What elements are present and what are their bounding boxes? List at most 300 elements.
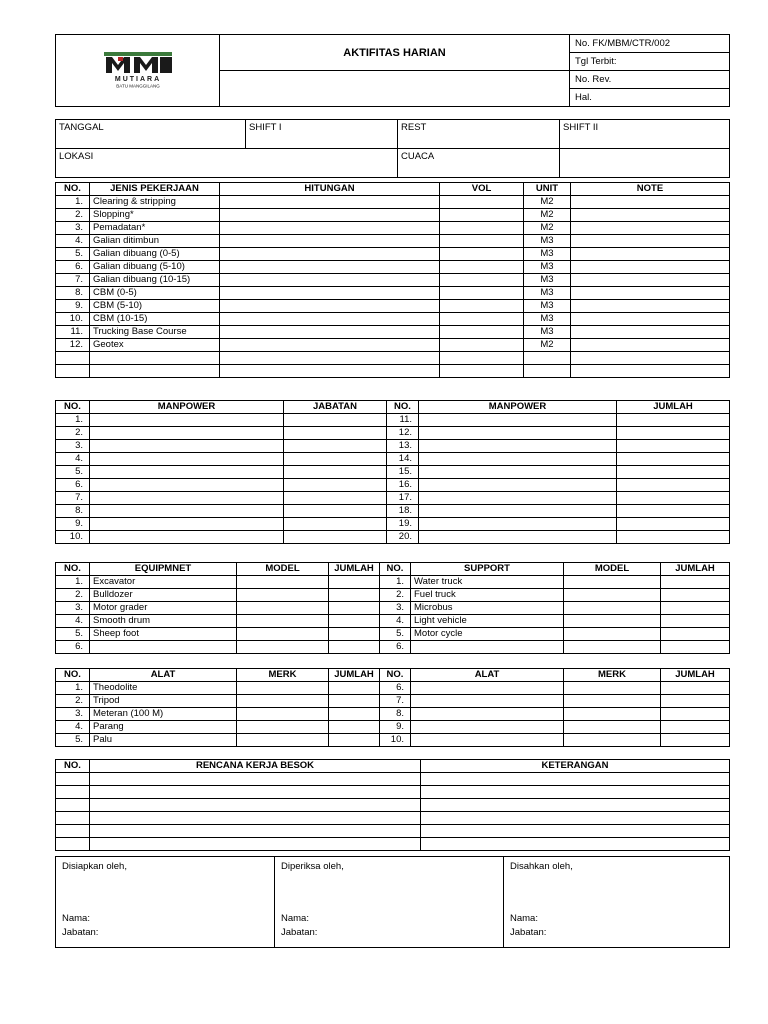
merk-cell[interactable]	[237, 721, 329, 734]
jumlah-cell[interactable]	[329, 576, 380, 589]
model-cell[interactable]	[564, 615, 661, 628]
jabatan-cell[interactable]	[284, 531, 387, 544]
mutiara-logo-icon	[98, 49, 178, 89]
column-header: NO.	[380, 669, 411, 682]
jenis-pekerjaan: Trucking Base Course	[90, 326, 220, 339]
signature-nama: Nama:	[281, 913, 309, 924]
manpower-cell[interactable]	[419, 492, 617, 505]
column-header: NO.	[56, 563, 90, 576]
support-name	[411, 641, 564, 654]
signature-nama: Nama:	[510, 913, 538, 924]
column-header: EQUIPMNET	[90, 563, 237, 576]
keterangan-cell[interactable]	[421, 838, 730, 851]
manpower-cell[interactable]	[419, 505, 617, 518]
work-table	[55, 182, 730, 378]
tools-table	[55, 668, 730, 747]
manpower-cell[interactable]	[419, 479, 617, 492]
row-number: 6.	[56, 479, 90, 492]
manpower-cell[interactable]	[419, 440, 617, 453]
column-header: NO.	[380, 563, 411, 576]
note-cell[interactable]	[571, 222, 730, 235]
jumlah-cell[interactable]	[617, 479, 730, 492]
unit-cell: M2	[524, 209, 571, 222]
vol-cell[interactable]	[440, 196, 524, 209]
column-header: MODEL	[237, 563, 329, 576]
jabatan-cell[interactable]	[284, 414, 387, 427]
jumlah-cell[interactable]	[329, 615, 380, 628]
lokasi-field[interactable]: LOKASI	[56, 149, 398, 178]
signature-label: Disahkan oleh,	[510, 861, 573, 872]
plan-no-cell[interactable]	[56, 786, 90, 799]
row-number: 20.	[387, 531, 419, 544]
table-row	[56, 414, 730, 427]
row-number: 7.	[56, 274, 90, 287]
table-row	[56, 248, 730, 261]
merk-cell[interactable]	[237, 708, 329, 721]
column-header: MANPOWER	[419, 401, 617, 414]
jenis-pekerjaan: Galian dibuang (5-10)	[90, 261, 220, 274]
table-row	[56, 274, 730, 287]
alat-name: Tripod	[90, 695, 237, 708]
note-cell[interactable]	[571, 261, 730, 274]
unit-cell: M3	[524, 287, 571, 300]
jumlah-cell[interactable]	[617, 505, 730, 518]
hitungan-cell[interactable]	[220, 300, 440, 313]
vol-cell[interactable]	[440, 326, 524, 339]
model-cell[interactable]	[237, 628, 329, 641]
row-number: 1.	[56, 414, 90, 427]
note-cell[interactable]	[571, 339, 730, 352]
note-cell[interactable]	[571, 326, 730, 339]
column-header: NO.	[56, 669, 90, 682]
shift1-field[interactable]: SHIFT I	[246, 120, 398, 149]
cuaca-field[interactable]: CUACA	[398, 149, 560, 178]
manpower-cell[interactable]	[419, 466, 617, 479]
jabatan-cell[interactable]	[284, 505, 387, 518]
jumlah-cell[interactable]	[661, 589, 730, 602]
jabatan-cell[interactable]	[284, 466, 387, 479]
info-empty-cell[interactable]	[560, 149, 730, 178]
hitungan-cell[interactable]	[220, 326, 440, 339]
row-number: 2.	[56, 427, 90, 440]
note-cell[interactable]	[571, 196, 730, 209]
equipment-name: Motor grader	[90, 602, 237, 615]
tgl-terbit-label: Tgl Terbit:	[570, 53, 730, 71]
rencana-cell[interactable]	[90, 786, 421, 799]
jumlah-cell[interactable]	[661, 576, 730, 589]
table-row	[56, 261, 730, 274]
plan-no-cell[interactable]	[56, 799, 90, 812]
row-number: 6.	[56, 261, 90, 274]
row-number: 18.	[387, 505, 419, 518]
row-number: 15.	[387, 466, 419, 479]
row-number: 12.	[387, 427, 419, 440]
table-row	[56, 695, 730, 708]
table-row	[56, 505, 730, 518]
table-row	[56, 287, 730, 300]
jumlah-cell[interactable]	[329, 589, 380, 602]
row-number: 5.	[56, 628, 90, 641]
note-cell[interactable]	[571, 274, 730, 287]
jumlah-cell[interactable]	[329, 695, 380, 708]
jenis-pekerjaan: Galian dibuang (0-5)	[90, 248, 220, 261]
vol-cell[interactable]	[440, 300, 524, 313]
signature-label: Disiapkan oleh,	[62, 861, 127, 872]
jumlah-cell[interactable]	[661, 641, 730, 654]
logo-subtext: BATU MANGGILANG	[115, 83, 160, 88]
column-header: MODEL	[564, 563, 661, 576]
vol-cell[interactable]	[440, 209, 524, 222]
row-number: 2.	[56, 695, 90, 708]
signature-jab: Jabatan:	[62, 927, 99, 938]
manpower-cell[interactable]	[419, 531, 617, 544]
model-cell[interactable]	[237, 589, 329, 602]
table-row	[56, 492, 730, 505]
merk-cell[interactable]	[564, 695, 661, 708]
vol-cell[interactable]	[440, 248, 524, 261]
jumlah-cell[interactable]	[617, 414, 730, 427]
jabatan-cell[interactable]	[284, 518, 387, 531]
table-row	[56, 682, 730, 695]
hitungan-cell[interactable]	[220, 287, 440, 300]
unit-cell: M3	[524, 313, 571, 326]
jenis-pekerjaan: CBM (0-5)	[90, 287, 220, 300]
row-number: 2.	[56, 589, 90, 602]
row-number: 7.	[380, 695, 411, 708]
row-number: 9.	[380, 721, 411, 734]
unit-cell	[524, 352, 571, 365]
no-rev-label: No. Rev.	[570, 71, 730, 89]
column-header: VOL	[440, 183, 524, 196]
row-number: 3.	[56, 708, 90, 721]
plan-no-cell[interactable]	[56, 825, 90, 838]
jumlah-cell[interactable]	[329, 708, 380, 721]
merk-cell[interactable]	[237, 734, 329, 747]
support-name: Microbus	[411, 602, 564, 615]
row-number: 14.	[387, 453, 419, 466]
row-number: 2.	[380, 589, 411, 602]
table-row	[56, 300, 730, 313]
plan-no-cell[interactable]	[56, 838, 90, 851]
logo-text: MUTIARA	[114, 75, 161, 83]
row-number: 19.	[387, 518, 419, 531]
table-row	[56, 440, 730, 453]
row-number: 3.	[56, 602, 90, 615]
model-cell[interactable]	[564, 628, 661, 641]
merk-cell[interactable]	[237, 695, 329, 708]
row-number: 5.	[380, 628, 411, 641]
vol-cell[interactable]	[440, 313, 524, 326]
note-cell[interactable]	[571, 300, 730, 313]
rencana-cell[interactable]	[90, 838, 421, 851]
row-number: 5.	[56, 466, 90, 479]
signature-jab: Jabatan:	[281, 927, 318, 938]
manpower-cell[interactable]	[90, 414, 284, 427]
hitungan-cell[interactable]	[220, 261, 440, 274]
hitungan-cell[interactable]	[220, 313, 440, 326]
column-header: ALAT	[90, 669, 237, 682]
keterangan-cell[interactable]	[421, 799, 730, 812]
jumlah-cell[interactable]	[617, 518, 730, 531]
model-cell[interactable]	[237, 576, 329, 589]
table-row	[56, 641, 730, 654]
row-number: 4.	[56, 453, 90, 466]
row-number: 1.	[56, 576, 90, 589]
column-header: NO.	[387, 401, 419, 414]
jumlah-cell[interactable]	[661, 734, 730, 747]
table-row	[56, 235, 730, 248]
alat-name: Parang	[90, 721, 237, 734]
row-number: 17.	[387, 492, 419, 505]
column-header: JABATAN	[284, 401, 387, 414]
jenis-pekerjaan: Pemadatan*	[90, 222, 220, 235]
row-number: 6.	[56, 641, 90, 654]
row-number	[56, 365, 90, 378]
manpower-cell[interactable]	[419, 427, 617, 440]
column-header: ALAT	[411, 669, 564, 682]
jumlah-cell[interactable]	[661, 682, 730, 695]
vol-cell[interactable]	[440, 287, 524, 300]
column-header: MANPOWER	[90, 401, 284, 414]
row-number: 9.	[56, 518, 90, 531]
manpower-cell[interactable]	[90, 505, 284, 518]
row-number: 3.	[56, 440, 90, 453]
hitungan-cell[interactable]	[220, 196, 440, 209]
row-number: 16.	[387, 479, 419, 492]
manpower-cell[interactable]	[419, 518, 617, 531]
signature-table	[55, 856, 730, 948]
merk-cell[interactable]	[564, 721, 661, 734]
jumlah-cell[interactable]	[617, 427, 730, 440]
row-number: 2.	[56, 209, 90, 222]
keterangan-cell[interactable]	[421, 812, 730, 825]
jumlah-cell[interactable]	[329, 721, 380, 734]
jumlah-cell[interactable]	[661, 628, 730, 641]
row-number: 8.	[56, 287, 90, 300]
merk-cell[interactable]	[564, 682, 661, 695]
table-row	[56, 352, 730, 365]
rencana-cell[interactable]	[90, 799, 421, 812]
jabatan-cell[interactable]	[284, 427, 387, 440]
model-cell[interactable]	[237, 615, 329, 628]
company-logo	[56, 35, 220, 107]
merk-cell[interactable]	[237, 682, 329, 695]
support-name: Light vehicle	[411, 615, 564, 628]
row-number: 3.	[380, 602, 411, 615]
jumlah-cell[interactable]	[617, 492, 730, 505]
alat-cell[interactable]	[411, 734, 564, 747]
hitungan-cell[interactable]	[220, 365, 440, 378]
row-number: 10.	[56, 313, 90, 326]
model-cell[interactable]	[564, 576, 661, 589]
manpower-cell[interactable]	[90, 531, 284, 544]
info-table	[55, 119, 730, 178]
hitungan-cell[interactable]	[220, 222, 440, 235]
rencana-cell[interactable]	[90, 825, 421, 838]
jumlah-cell[interactable]	[329, 641, 380, 654]
row-number: 13.	[387, 440, 419, 453]
table-row	[56, 589, 730, 602]
jumlah-cell[interactable]	[661, 708, 730, 721]
manpower-cell[interactable]	[90, 466, 284, 479]
signature-box[interactable]	[275, 857, 504, 948]
table-row	[56, 721, 730, 734]
row-number: 6.	[380, 682, 411, 695]
row-number: 10.	[56, 531, 90, 544]
equipment-name	[90, 641, 237, 654]
support-name: Water truck	[411, 576, 564, 589]
jenis-pekerjaan: Geotex	[90, 339, 220, 352]
column-header: UNIT	[524, 183, 571, 196]
plan-no-cell[interactable]	[56, 773, 90, 786]
table-row	[56, 479, 730, 492]
jumlah-cell[interactable]	[617, 453, 730, 466]
row-number: 1.	[56, 682, 90, 695]
equipment-table	[55, 562, 730, 654]
unit-cell: M3	[524, 326, 571, 339]
alat-name: Meteran (100 M)	[90, 708, 237, 721]
vol-cell[interactable]	[440, 339, 524, 352]
manpower-cell[interactable]	[90, 479, 284, 492]
merk-cell[interactable]	[564, 734, 661, 747]
column-header: NO.	[56, 401, 90, 414]
column-header: KETERANGAN	[421, 760, 730, 773]
note-cell[interactable]	[571, 352, 730, 365]
hitungan-cell[interactable]	[220, 352, 440, 365]
table-row	[56, 602, 730, 615]
support-name: Motor cycle	[411, 628, 564, 641]
keterangan-cell[interactable]	[421, 773, 730, 786]
manpower-cell[interactable]	[90, 453, 284, 466]
vol-cell[interactable]	[440, 352, 524, 365]
page-title: AKTIFITAS HARIAN	[220, 35, 570, 71]
tanggal-field[interactable]: TANGGAL	[56, 120, 246, 149]
plan-no-cell[interactable]	[56, 812, 90, 825]
note-cell[interactable]	[571, 248, 730, 261]
alat-cell[interactable]	[411, 721, 564, 734]
note-cell[interactable]	[571, 313, 730, 326]
jabatan-cell[interactable]	[284, 479, 387, 492]
model-cell[interactable]	[564, 641, 661, 654]
unit-cell: M3	[524, 274, 571, 287]
manpower-cell[interactable]	[90, 492, 284, 505]
model-cell[interactable]	[564, 602, 661, 615]
vol-cell[interactable]	[440, 365, 524, 378]
signature-box[interactable]	[56, 857, 275, 948]
jabatan-cell[interactable]	[284, 492, 387, 505]
jumlah-cell[interactable]	[617, 440, 730, 453]
note-cell[interactable]	[571, 209, 730, 222]
row-number: 4.	[56, 235, 90, 248]
table-row	[56, 838, 730, 851]
alat-cell[interactable]	[411, 682, 564, 695]
rencana-cell[interactable]	[90, 812, 421, 825]
vol-cell[interactable]	[440, 235, 524, 248]
jenis-pekerjaan	[90, 365, 220, 378]
jumlah-cell[interactable]	[329, 628, 380, 641]
keterangan-cell[interactable]	[421, 786, 730, 799]
jumlah-cell[interactable]	[617, 466, 730, 479]
unit-cell: M2	[524, 339, 571, 352]
support-name: Fuel truck	[411, 589, 564, 602]
vol-cell[interactable]	[440, 222, 524, 235]
jumlah-cell[interactable]	[661, 602, 730, 615]
merk-cell[interactable]	[564, 708, 661, 721]
jabatan-cell[interactable]	[284, 440, 387, 453]
column-header: HITUNGAN	[220, 183, 440, 196]
jumlah-cell[interactable]	[329, 682, 380, 695]
jabatan-cell[interactable]	[284, 453, 387, 466]
manpower-cell[interactable]	[90, 427, 284, 440]
manpower-cell[interactable]	[419, 453, 617, 466]
unit-cell: M3	[524, 235, 571, 248]
note-cell[interactable]	[571, 287, 730, 300]
column-header: MERK	[564, 669, 661, 682]
note-cell[interactable]	[571, 235, 730, 248]
model-cell[interactable]	[564, 589, 661, 602]
manpower-cell[interactable]	[419, 414, 617, 427]
manpower-table	[55, 400, 730, 544]
hitungan-cell[interactable]	[220, 209, 440, 222]
table-row	[56, 615, 730, 628]
row-number: 9.	[56, 300, 90, 313]
jumlah-cell[interactable]	[329, 734, 380, 747]
note-cell[interactable]	[571, 365, 730, 378]
signature-box[interactable]	[504, 857, 730, 948]
row-number: 1.	[56, 196, 90, 209]
column-header: JENIS PEKERJAAN	[90, 183, 220, 196]
jumlah-cell[interactable]	[617, 531, 730, 544]
manpower-cell[interactable]	[90, 518, 284, 531]
model-cell[interactable]	[237, 641, 329, 654]
jumlah-cell[interactable]	[661, 721, 730, 734]
column-header: JUMLAH	[329, 563, 380, 576]
row-number: 6.	[380, 641, 411, 654]
keterangan-cell[interactable]	[421, 825, 730, 838]
row-number: 7.	[56, 492, 90, 505]
table-row	[56, 799, 730, 812]
vol-cell[interactable]	[440, 274, 524, 287]
alat-cell[interactable]	[411, 708, 564, 721]
manpower-cell[interactable]	[90, 440, 284, 453]
hitungan-cell[interactable]	[220, 248, 440, 261]
model-cell[interactable]	[237, 602, 329, 615]
jumlah-cell[interactable]	[661, 695, 730, 708]
equipment-name: Smooth drum	[90, 615, 237, 628]
hitungan-cell[interactable]	[220, 274, 440, 287]
hitungan-cell[interactable]	[220, 339, 440, 352]
column-header: MERK	[237, 669, 329, 682]
document-header	[55, 34, 730, 107]
vol-cell[interactable]	[440, 261, 524, 274]
row-number: 3.	[56, 222, 90, 235]
plan-table	[55, 759, 730, 851]
row-number: 1.	[380, 576, 411, 589]
table-row	[56, 734, 730, 747]
alat-cell[interactable]	[411, 695, 564, 708]
table-row	[56, 326, 730, 339]
column-header: JUMLAH	[661, 563, 730, 576]
jumlah-cell[interactable]	[661, 615, 730, 628]
shift2-field[interactable]: SHIFT II	[560, 120, 730, 149]
row-number: 10.	[380, 734, 411, 747]
jenis-pekerjaan	[90, 352, 220, 365]
table-row	[56, 812, 730, 825]
rest-field[interactable]: REST	[398, 120, 560, 149]
rencana-cell[interactable]	[90, 773, 421, 786]
hitungan-cell[interactable]	[220, 235, 440, 248]
jumlah-cell[interactable]	[329, 602, 380, 615]
